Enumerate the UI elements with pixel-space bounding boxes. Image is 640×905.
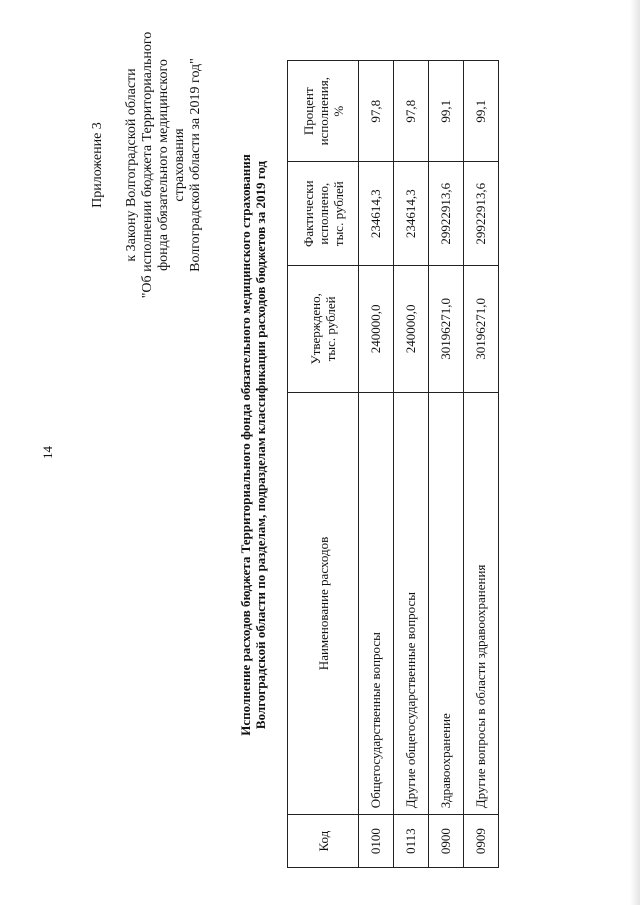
cell-code: 0113 [394,815,429,868]
header-actual-line: исполнено, [315,182,331,245]
header-percent-line: Процент [300,87,316,136]
appendix-title: Приложение 3 [90,122,105,208]
document-title-line: Исполнение расходов бюджета Территориального фонда обязательного медицинского страхования [238,154,253,736]
cell-actual: 234614,3 [394,162,429,266]
cell-actual: 234614,3 [359,162,394,266]
header-percent-line: исполнения, [315,77,331,146]
appendix-line: к Закону Волгоградской области [124,68,139,262]
cell-code: 0100 [359,815,394,868]
document-title-line: Волгоградской области по разделам, подразделам классификации расходов бюджетов за 2019 год [253,160,268,730]
table-row [394,61,429,868]
cell-percent: 99,1 [464,61,499,162]
table-row [464,61,499,868]
cell-percent: 97,8 [394,61,429,162]
header-percent-line: % [330,105,346,117]
page-number: 14 [40,446,55,459]
header-actual [288,162,359,266]
cell-name: Здравоохранение [429,392,464,815]
cell-code: 0900 [429,815,464,868]
table-row [429,61,464,868]
header-actual-line: Фактически [300,180,316,247]
table-header-row [288,61,359,868]
cell-actual: 29922913,6 [429,162,464,266]
cell-name: Другие общегосударственные вопросы [394,392,429,815]
appendix-line: "Об исполнении бюджета Территориального [140,31,155,299]
appendix-line: фонда обязательного медицинского страхования [156,59,187,271]
header-approved-line: Утверждено, [308,293,323,365]
header-actual-line: тыс. рублей [330,181,346,247]
cell-code: 0909 [464,815,499,868]
appendix-header [90,25,204,305]
cell-actual: 29922913,6 [464,162,499,266]
expenditure-table [287,60,499,868]
cell-approved: 240000,0 [394,265,429,392]
cell-name: Другие вопросы в области здравоохранения [464,392,499,815]
table-row [359,61,394,868]
cell-name: Общегосударственные вопросы [359,392,394,815]
header-approved-line: тыс. рублей [323,296,338,362]
header-name: Наименование расходов [288,392,359,815]
cell-percent: 97,8 [359,61,394,162]
cell-approved: 30196271,0 [464,265,499,392]
header-code: Код [288,815,359,868]
cell-percent: 99,1 [429,61,464,162]
cell-approved: 30196271,0 [429,265,464,392]
appendix-line: Волгоградской области за 2019 год" [188,58,203,272]
document-title [238,115,268,775]
header-approved [288,265,359,392]
header-percent [288,61,359,162]
cell-approved: 240000,0 [359,265,394,392]
